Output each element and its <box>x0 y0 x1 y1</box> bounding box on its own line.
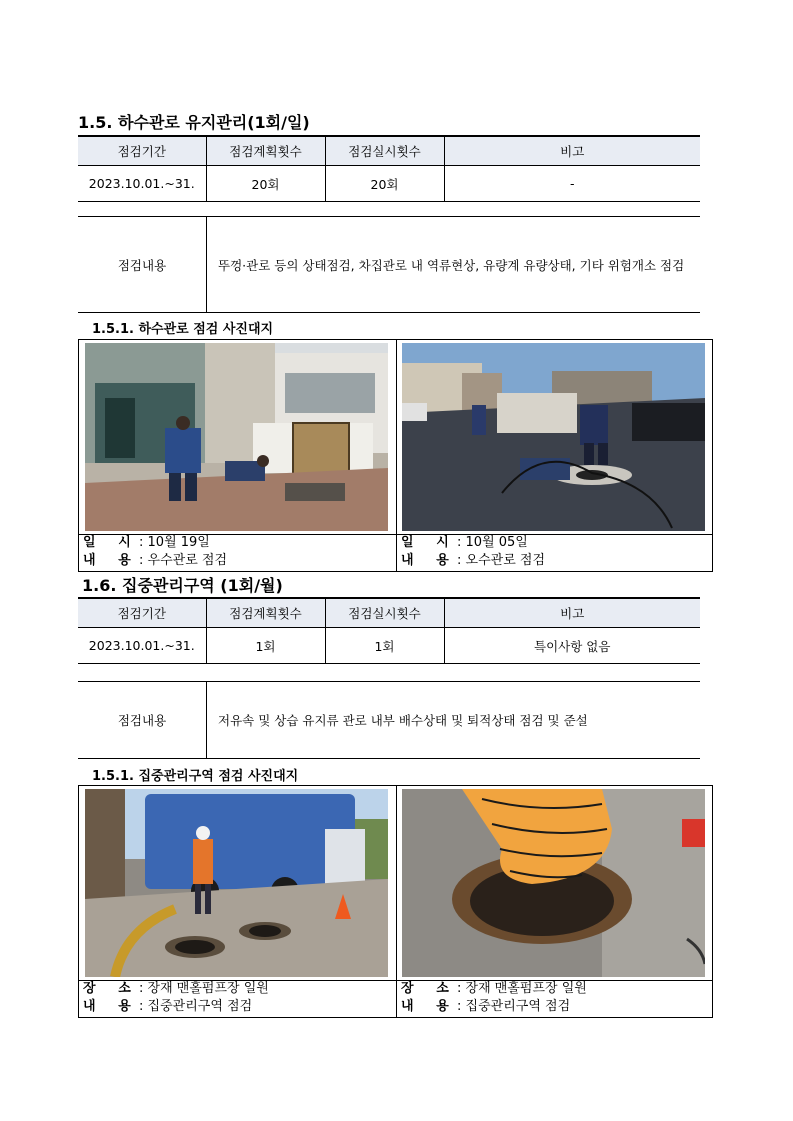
photo-vacuum-truck-cleaning <box>85 789 388 977</box>
caption-key-b: 용 <box>118 999 131 1014</box>
cell-period: 2023.10.01.~31. <box>78 628 206 664</box>
cell-note: 특이사항 없음 <box>444 628 700 664</box>
photo-cell-left <box>79 340 397 571</box>
caption-sep: : <box>139 981 144 996</box>
caption-value: 장재 맨홀펌프장 일원 <box>465 981 587 996</box>
photo-section-title-sewer: 1.5.1. 하수관로 점검 사진대지 <box>92 322 274 337</box>
caption-key-a: 내 <box>83 999 96 1014</box>
caption-key-b: 소 <box>436 981 449 996</box>
focus-area-content-box <box>78 681 700 759</box>
photo-caption-line2 <box>83 552 227 569</box>
photo-caption-line2 <box>401 552 545 569</box>
header-period: 점검기간 <box>78 598 206 628</box>
caption-sep: : <box>457 999 462 1014</box>
caption-value: 우수관로 점검 <box>147 553 228 568</box>
header-period: 점검기간 <box>78 136 206 166</box>
photo-storm-drain-inspection <box>85 343 388 531</box>
content-value: 뚜껑·관로 등의 상태점검, 차집관로 내 역류현상, 유량계 유량상태, 기타 위험개소 점검 <box>218 257 685 273</box>
caption-value: 집중관리구역 점검 <box>465 999 571 1014</box>
caption-sep: : <box>139 553 144 568</box>
photo-caption-line1 <box>401 534 528 551</box>
caption-sep: : <box>139 999 144 1014</box>
focus-area-photo-grid <box>78 785 713 1018</box>
caption-key-b: 소 <box>118 981 131 996</box>
header-note: 비고 <box>444 598 700 628</box>
caption-key-a: 일 <box>401 535 414 550</box>
cell-done: 1회 <box>325 628 444 664</box>
content-label: 점검내용 <box>78 682 207 758</box>
content-value: 저유속 및 상습 유지류 관로 내부 배수상태 및 퇴적상태 점검 및 준설 <box>218 713 588 728</box>
caption-key-a: 일 <box>83 535 96 550</box>
section-title-focus-area: 1.6. 집중관리구역 (1회/월) <box>82 576 283 595</box>
photo-manhole-ventilation-duct <box>402 789 705 977</box>
photo-sewage-pipe-inspection <box>402 343 705 531</box>
photo-section-title-focus-area: 1.5.1. 집중관리구역 점검 사진대지 <box>92 769 299 784</box>
header-done: 점검실시횟수 <box>325 136 444 166</box>
photo-caption-line1 <box>401 980 587 997</box>
photo-caption-line2 <box>401 998 570 1015</box>
caption-key-b: 시 <box>118 535 131 550</box>
cell-done: 20회 <box>325 166 444 202</box>
caption-sep: : <box>457 553 462 568</box>
sewer-schedule-table <box>78 135 700 202</box>
caption-sep: : <box>139 535 144 550</box>
section-title-sewer: 1.5. 하수관로 유지관리(1회/일) <box>78 113 310 132</box>
caption-key-a: 내 <box>401 999 414 1014</box>
caption-key-b: 용 <box>118 553 131 568</box>
caption-value: 오수관로 점검 <box>465 553 546 568</box>
caption-key-a: 장 <box>83 981 96 996</box>
caption-key-a: 내 <box>401 553 414 568</box>
sewer-photo-grid <box>78 339 713 572</box>
header-done: 점검실시횟수 <box>325 598 444 628</box>
cell-note: - <box>444 166 700 202</box>
caption-value: 장재 맨홀펌프장 일원 <box>147 981 269 996</box>
photo-caption-line1 <box>83 980 269 997</box>
cell-planned: 1회 <box>206 628 325 664</box>
photo-cell-left <box>79 786 397 1017</box>
sewer-content-box <box>78 216 700 313</box>
caption-key-b: 용 <box>436 999 449 1014</box>
caption-sep: : <box>457 535 462 550</box>
cell-planned: 20회 <box>206 166 325 202</box>
caption-value: 10월 05일 <box>465 535 528 550</box>
photo-cell-right <box>397 786 712 1017</box>
caption-sep: : <box>457 981 462 996</box>
caption-key-b: 용 <box>436 553 449 568</box>
header-planned: 점검계획횟수 <box>206 598 325 628</box>
caption-value: 10월 19일 <box>147 535 210 550</box>
caption-key-b: 시 <box>436 535 449 550</box>
caption-value: 집중관리구역 점검 <box>147 999 253 1014</box>
caption-key-a: 장 <box>401 981 414 996</box>
photo-cell-right <box>397 340 712 571</box>
header-planned: 점검계획횟수 <box>206 136 325 166</box>
focus-area-schedule-table <box>78 597 700 664</box>
content-label: 점검내용 <box>78 217 207 312</box>
header-note: 비고 <box>444 136 700 166</box>
cell-period: 2023.10.01.~31. <box>78 166 206 202</box>
caption-key-a: 내 <box>83 553 96 568</box>
photo-caption-line1 <box>83 534 210 551</box>
photo-caption-line2 <box>83 998 252 1015</box>
